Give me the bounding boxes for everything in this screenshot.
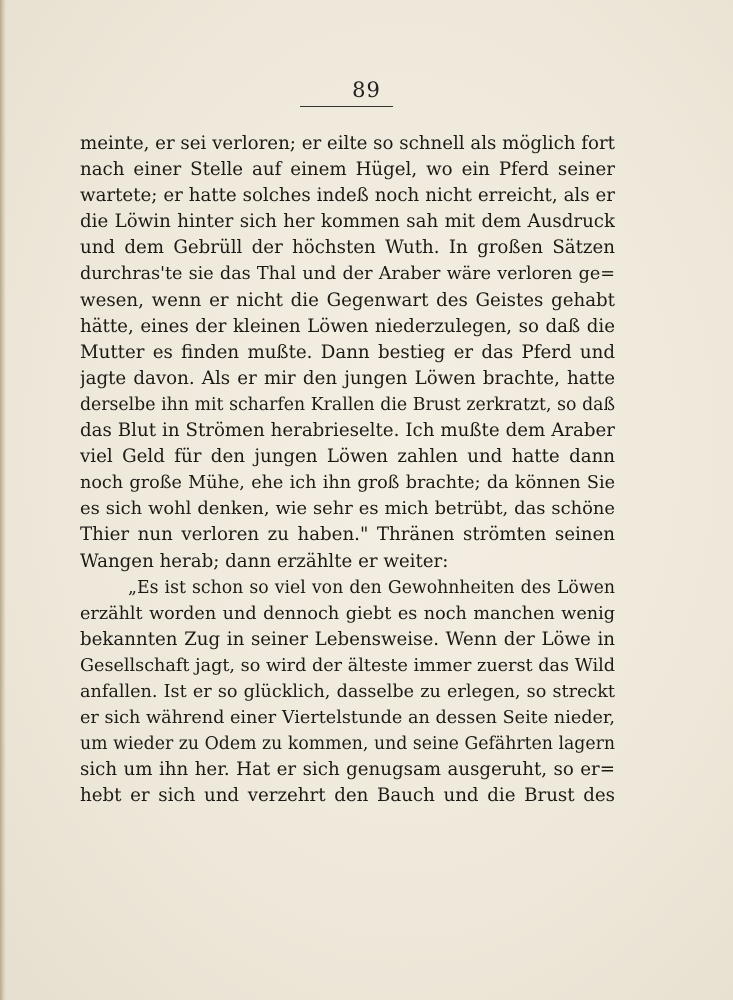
text-line: und dem Gebrüll der höchsten Wuth. In großen Sätzen	[80, 237, 615, 259]
text-line: derselbe ihn mit scharfen Krallen die Brust zerkratzt, so daß	[80, 394, 615, 415]
text-line: meinte, er sei verloren; er eilte so schnell als möglich fort	[80, 133, 615, 154]
text-line: viel Geld für den jungen Löwen zahlen und hatte dann	[80, 446, 615, 468]
text-line: nach einer Stelle auf einem Hügel, wo ein Pferd seiner	[80, 159, 615, 181]
text-line: um wieder zu Odem zu kommen, und seine Gefährten lagern	[80, 734, 615, 755]
text-line: erzählt worden und dennoch giebt es noch manchen wenig	[80, 603, 615, 624]
text-line: Thier nun verloren zu haben." Thränen strömten seinen	[80, 524, 615, 546]
text-line: anfallen. Ist er so glücklich, dasselbe zu erlegen, so streckt	[80, 681, 615, 702]
text-line: hätte, eines der kleinen Löwen niederzulegen, so daß die	[80, 315, 615, 337]
text-line: hebt er sich und verzehrt den Bauch und die Brust des	[80, 785, 615, 807]
text-line: durchras'te sie das Thal und der Araber wäre verloren ge=	[80, 264, 615, 285]
text-line: Gesellschaft jagt, so wird der älteste immer zuerst das Wild	[80, 655, 615, 676]
text-line: Mutter es finden mußte. Dann bestieg er das Pferd und	[80, 341, 615, 363]
header-rule	[300, 106, 393, 107]
text-line: es sich wohl denken, wie sehr es mich betrübt, das schöne	[80, 498, 615, 520]
body-text	[80, 131, 615, 809]
page-number: 89	[352, 78, 381, 102]
text-line: jagte davon. Als er mir den jungen Löwen brachte, hatte	[80, 367, 615, 389]
text-line: sich um ihn her. Hat er sich genugsam ausgeruht, so er=	[80, 759, 615, 781]
text-line: bekannten Zug in seiner Lebensweise. Wenn der Löwe in	[80, 628, 615, 650]
text-line: die Löwin hinter sich her kommen sah mit dem Ausdruck	[80, 211, 615, 233]
text-line: noch große Mühe, ehe ich ihn groß brachte; da können Sie	[80, 473, 615, 494]
text-line: „Es ist schon so viel von den Gewohnheiten des Löwen	[128, 577, 615, 598]
text-line: wartete; er hatte solches indeß noch nicht erreicht, als er	[80, 185, 615, 207]
text-line: er sich während einer Viertelstunde an dessen Seite nieder,	[80, 708, 615, 729]
page-edge	[0, 0, 6, 1000]
text-line: Wangen herab; dann erzählte er weiter:	[80, 550, 449, 572]
text-line: das Blut in Strömen herabrieselte. Ich mußte dem Araber	[80, 420, 615, 442]
text-line: wesen, wenn er nicht die Gegenwart des Geistes gehabt	[80, 289, 615, 311]
